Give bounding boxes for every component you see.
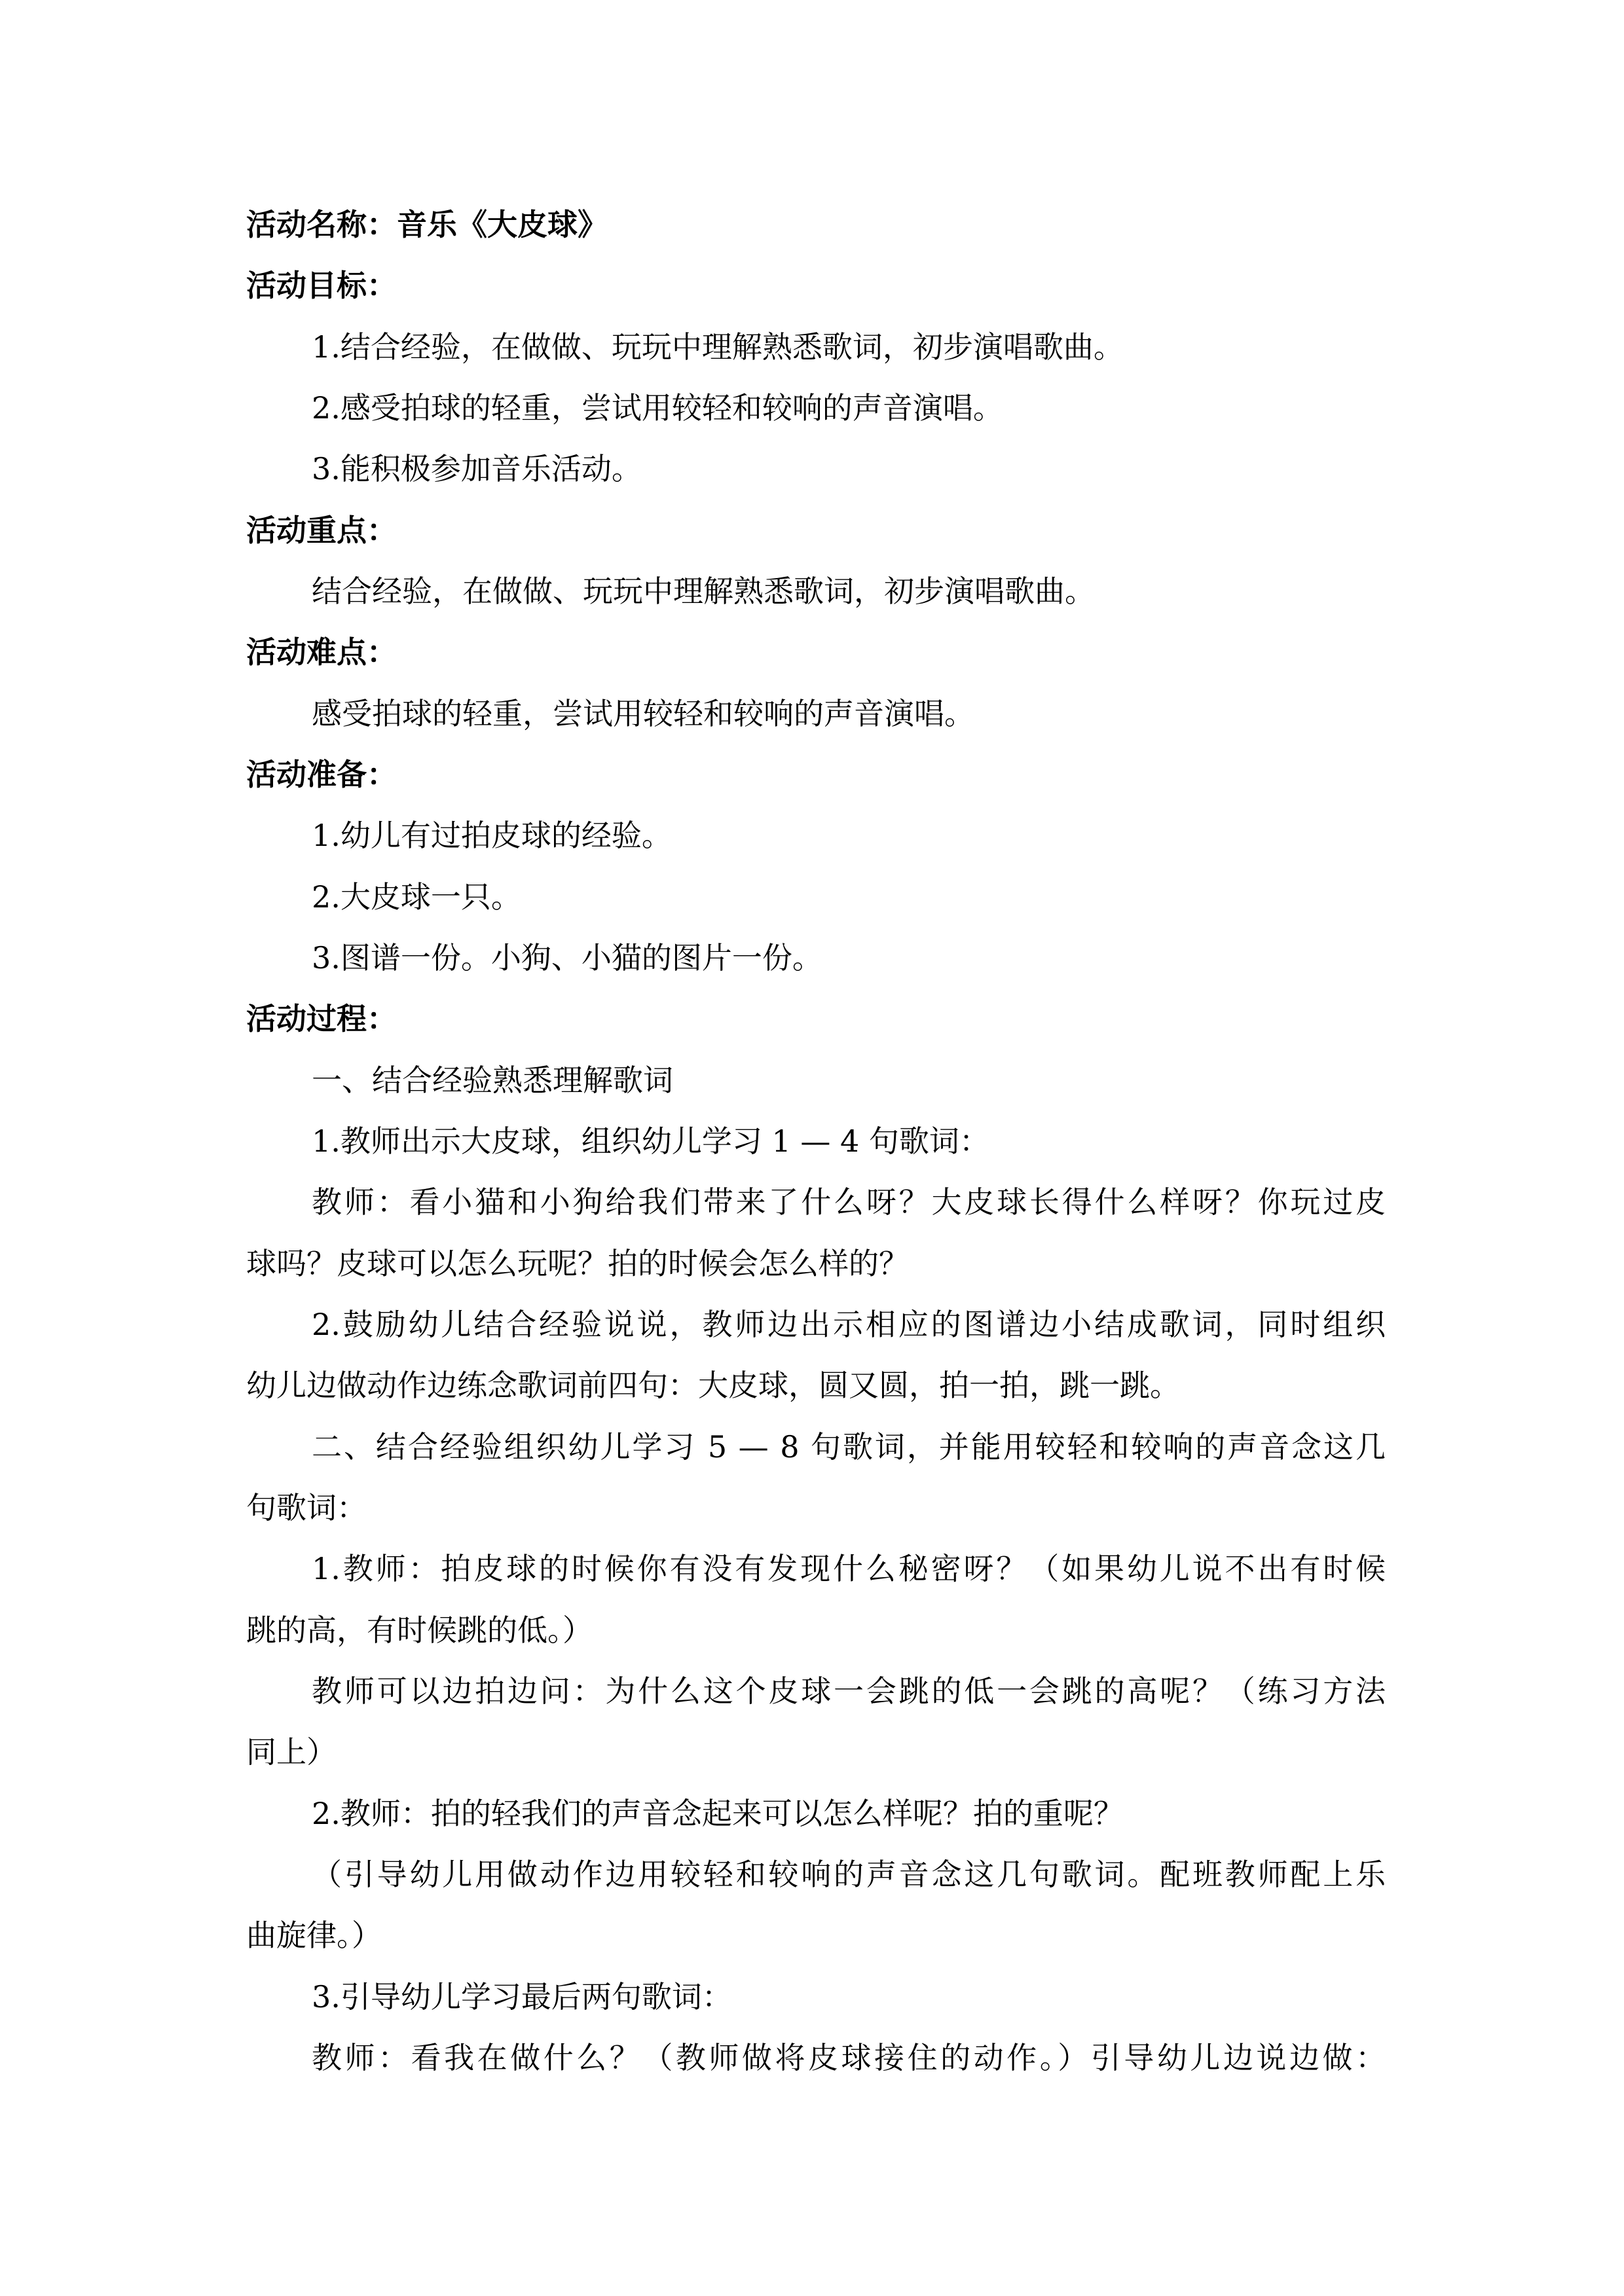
goal-item: 3.能积极参加音乐活动。 [312,451,642,486]
process-step: 3.引导幼儿学习最后两句歌词： [312,1979,732,2014]
process-paragraph: 教师可以边拍边问：为什么这个皮球一会跳的低一会跳的高呢？（练习方法 [312,1673,1386,1709]
prep-item: 3.图谱一份。小狗、小猫的图片一份。 [312,940,822,975]
process-paragraph: 曲旋律。） [246,1918,382,1953]
process-step: 幼儿边做动作边练念歌词前四句：大皮球，圆又圆，拍一拍，跳一跳。 [246,1368,1180,1403]
process-part-title: 句歌词： [246,1490,367,1525]
process-step: 跳的高，有时候跳的低。） [246,1613,593,1648]
process-part-title: 一、结合经验熟悉理解歌词 [312,1063,673,1098]
prep-item: 1.幼儿有过拍皮球的经验。 [312,818,672,853]
goal-item: 2.感受拍球的轻重，尝试用较轻和较响的声音演唱。 [312,390,1003,426]
process-heading: 活动过程： [246,1001,397,1036]
process-paragraph: 球吗？皮球可以怎么玩呢？拍的时候会怎么样的？ [246,1246,909,1281]
process-paragraph: 教师：看小猫和小狗给我们带来了什么呀？大皮球长得什么样呀？你玩过皮 [312,1184,1386,1220]
key-heading: 活动重点： [246,513,397,548]
process-step: 2.教师：拍的轻我们的声音念起来可以怎么样呢？拍的重呢？ [312,1796,1124,1831]
process-paragraph: 教师：看我在做什么？（教师做将皮球接住的动作。）引导幼儿边说边做： [312,2040,1386,2075]
goal-item: 1.结合经验，在做做、玩玩中理解熟悉歌词，初步演唱歌曲。 [312,329,1124,365]
prep-heading: 活动准备： [246,757,397,792]
difficulty-text: 感受拍球的轻重，尝试用较轻和较响的声音演唱。 [312,696,974,731]
process-step: 2.鼓励幼儿结合经验说说，教师边出示相应的图谱边小结成歌词，同时组织 [312,1307,1386,1342]
process-paragraph: 同上） [246,1734,337,1770]
activity-title: 活动名称：音乐《大皮球》 [246,207,608,242]
process-part-title: 二、结合经验组织幼儿学习 5 — 8 句歌词，并能用较轻和较响的声音念这几 [312,1429,1386,1465]
difficulty-heading: 活动难点： [246,634,397,670]
process-step: 1.教师出示大皮球，组织幼儿学习 1 — 4 句歌词： [312,1123,989,1159]
goals-heading: 活动目标： [246,268,397,303]
key-text: 结合经验，在做做、玩玩中理解熟悉歌词，初步演唱歌曲。 [312,574,1095,609]
prep-item: 2.大皮球一只。 [312,879,521,915]
process-step: 1.教师：拍皮球的时候你有没有发现什么秘密呀？（如果幼儿说不出有时候 [312,1551,1386,1586]
process-paragraph: （引导幼儿用做动作边用较轻和较响的声音念这几句歌词。配班教师配上乐 [312,1857,1386,1892]
